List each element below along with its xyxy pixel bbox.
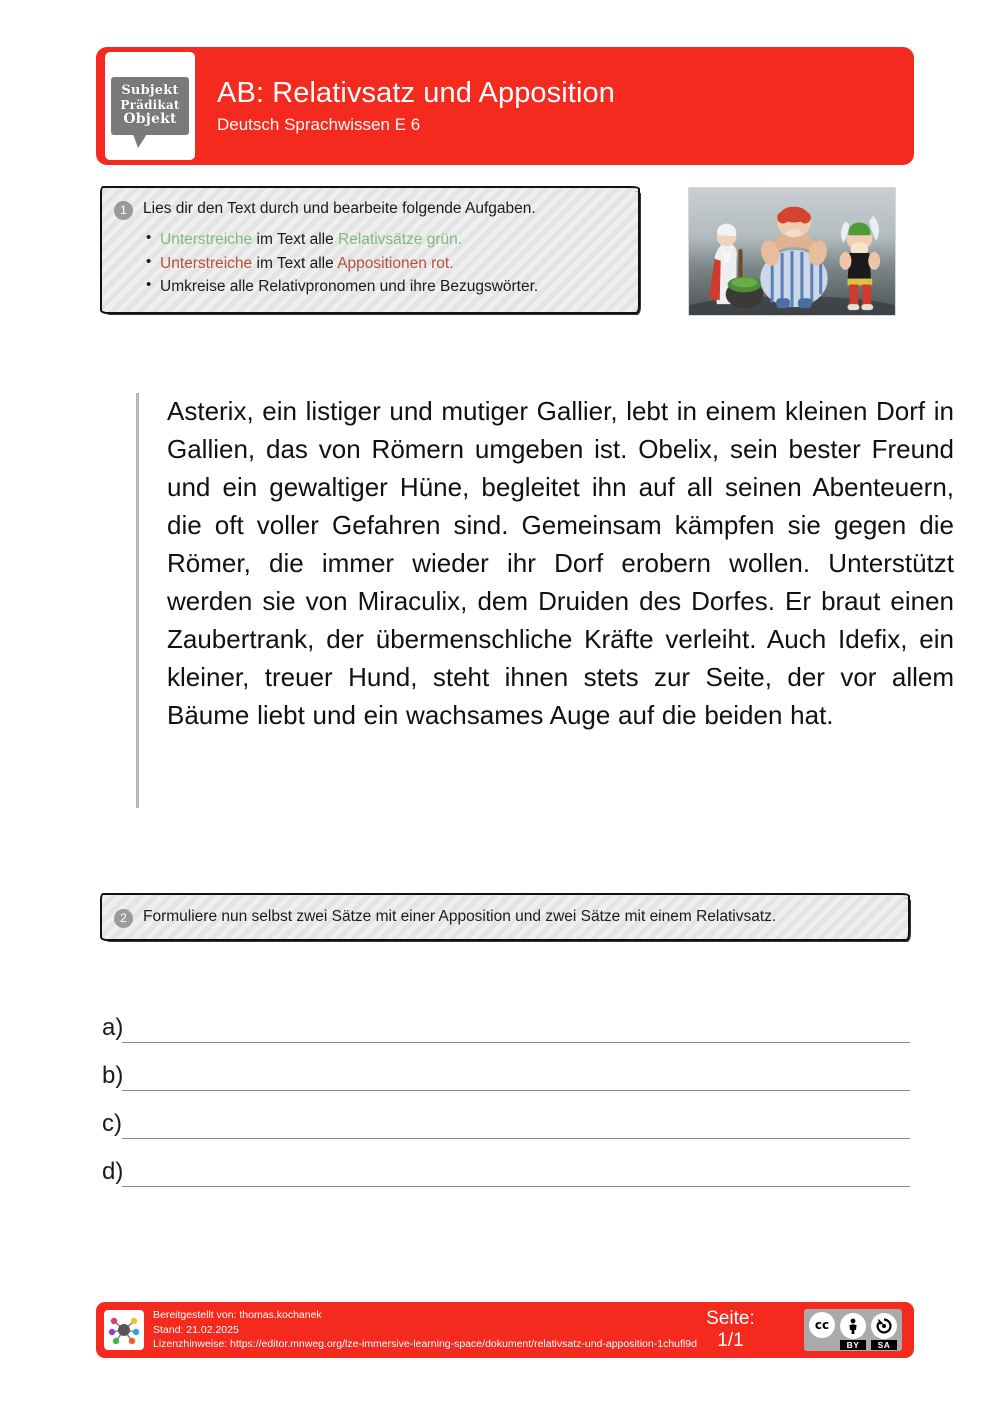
task-1-bullet: [114, 228, 626, 252]
reading-text: Asterix, ein listiger und mutiger Gallier, lebt in einem kleinen Dorf in Gallien, das von Römern umgeben ist. Obelix, sein bester Freund und ein gewaltiger Hüne, begleitet ihn auf all seinen Abenteuern, die oft voller Gefahren sind. Gemeinsam kämpfen sie gegen die Römer, die immer wieder ihr Dorf erobern wollen. Unterstützt werden sie von Miraculix, dem Druiden des Dorfes. Er braut einen Zaubertrank, der übermenschliche Kräfte verleiht. Auch Idefix, ein kleiner, treuer Hund, steht ihnen stets zur Seite, der vor allem Bäume liebt und ein wachsames Auge auf die beiden hat.: [167, 396, 954, 730]
logo-line-objekt: Objekt: [123, 111, 177, 128]
speech-bubble-icon: [111, 77, 189, 135]
task-2-header: [114, 907, 776, 928]
answer-label: c): [102, 1110, 122, 1137]
task-1-instruction: Lies dir den Text durch und bearbeite folgende Aufgaben.: [143, 200, 536, 217]
answer-row[interactable]: [100, 1043, 910, 1091]
logo-line-subjekt: Subjekt: [121, 83, 179, 99]
answer-label: b): [102, 1062, 124, 1089]
bullet-text-segment: im Text alle: [252, 231, 339, 248]
page-subtitle: Deutsch Sprachwissen E 6: [217, 114, 421, 134]
bullet-text-segment: im Text alle: [252, 254, 338, 272]
answer-lines: [100, 995, 910, 1187]
logo-line-praedikat: Prädikat: [120, 97, 180, 112]
task-box-2: [100, 893, 910, 941]
cc-by-person-icon: [840, 1313, 866, 1339]
answer-label: d): [102, 1158, 124, 1185]
answer-row[interactable]: [100, 1139, 910, 1187]
mnweg-network-logo-icon: [104, 1310, 144, 1350]
cc-sa-share-alike-icon: [871, 1313, 897, 1339]
task-number-badge-1: 1: [114, 201, 133, 220]
task-1-header: [114, 199, 626, 220]
bullet-text-segment: Relativsätze grün.: [338, 231, 463, 248]
answer-row[interactable]: [100, 1091, 910, 1139]
page-footer: [96, 1302, 914, 1358]
task-number-badge-2: 2: [114, 909, 133, 928]
speech-bubble-tail: [133, 134, 147, 148]
page-header: [96, 47, 914, 165]
footer-stand-date: Stand: 21.02.2025: [153, 1323, 239, 1336]
bullet-text-segment: Unterstreiche: [160, 254, 253, 272]
bullet-text-segment: Unterstreiche: [160, 231, 253, 248]
cc-by-item: [840, 1313, 866, 1350]
asterix-figures-photo: [688, 187, 896, 316]
answer-row[interactable]: [100, 995, 910, 1043]
cc-logo-icon: cc: [809, 1312, 835, 1338]
page-title: AB: Relativsatz und Apposition: [217, 77, 615, 110]
footer-page-number: Seite: 1/1: [706, 1308, 755, 1351]
reading-text-block: [136, 393, 954, 808]
footer-license-link[interactable]: Lizenzhinweise: https://editor.mnweg.org/lze-immersive-learning-space/dokument/relativsatz-und-apposition-1chufl9d: [153, 1338, 697, 1351]
answer-label: a): [102, 1014, 124, 1041]
cc-by-label: BY: [840, 1340, 866, 1350]
bullet-text-segment: Appositionen rot.: [337, 254, 454, 272]
cc-sa-item: [871, 1313, 897, 1350]
task-1-bullet: [114, 275, 626, 299]
footer-provided-by: Bereitgestellt von: thomas.kochanek: [153, 1308, 322, 1321]
task-box-1: [100, 186, 640, 314]
footer-meta: [153, 1308, 697, 1353]
creative-commons-badge[interactable]: [804, 1309, 902, 1351]
header-logo: [105, 52, 195, 160]
task-2-instruction: Formuliere nun selbst zwei Sätze mit einer Apposition und zwei Sätze mit einem Relativsatz.: [143, 907, 777, 925]
bullet-text-segment: Umkreise alle Relativpronomen und ihre Bezugswörter.: [160, 278, 539, 296]
answer-write-line[interactable]: [122, 1186, 910, 1187]
header-text-block: [217, 78, 615, 133]
cc-sa-label: SA: [871, 1340, 897, 1350]
task-1-bullet-list: [114, 228, 626, 299]
task-1-bullet: [114, 252, 626, 276]
